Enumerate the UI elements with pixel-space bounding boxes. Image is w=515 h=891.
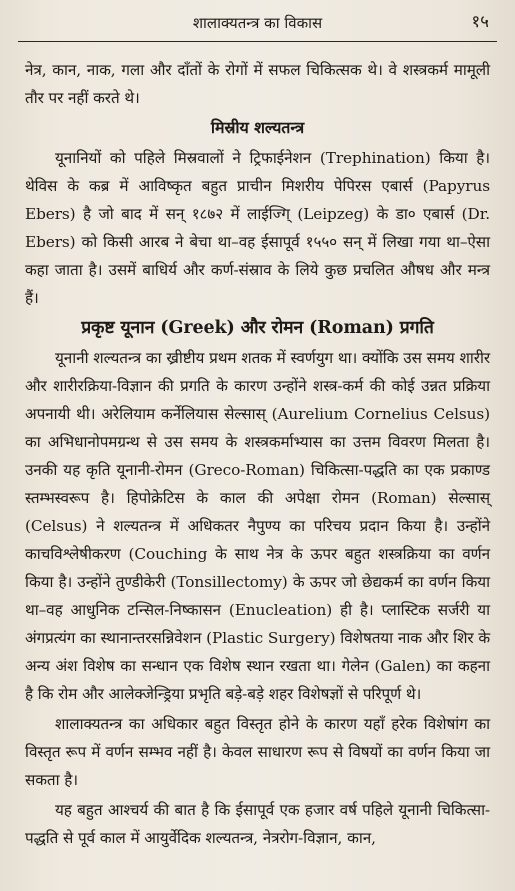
page-number: १५ (471, 12, 489, 32)
page-header (0, 12, 515, 38)
page-body (25, 56, 490, 854)
running-head: शालाक्यतन्त्र का विकास (192, 14, 323, 32)
header-rule (18, 41, 497, 42)
section-heading-egyptian-surgery: मिस्रीय शल्यतन्त्र (210, 118, 305, 137)
paragraph-ayurvedic-surgery: यह बहुत आश्चर्य की बात है कि ईसापूर्व एक हजार वर्ष पहिले यूनानी चिकित्सा-पद्धति से पूर्व काल में आयुर्वेदिक शल्यतन्त्र, नेत्ररोग-विज्ञान, कान, (25, 801, 490, 847)
paragraph-greek-roman: यूनानी शल्यतन्त्र का ख्रीष्टीय प्रथम शतक में स्वर्णयुग था। क्योंकि उस समय शारीर और शारीरक्रिया-विज्ञान की प्रगति के कारण उन्होंने शस्त्र-कर्म की कोई उन्नत प्रक्रिया अपनायी थी। अरेलियाम कर्नेलियास सेल्सास् (Aurelium Cornelius Celsus) का अभिधानोपमग्रन्थ से उस समय के शस्त्रकर्माभ्यास का उत्तम विवरण मिलता है। उनकी यह कृति यूनानी-रोमन (Greco-Roman) चिकित्सा-पद्धति का एक प्रकाण्ड स्तम्भस्वरूप है। हिपोक्रेटिस के काल की अपेक्षा रोमन (Roman) सेल्सास् (Celsus) ने शल्यतन्त्र में अधिकतर नैपुण्य का परिचय प्रदान किया है। उन्होंने काचविश्लेषीकरण (Couching के साथ नेत्र के ऊपर बहुत शस्त्रक्रिया का वर्णन किया है। उन्होंने तुण्डीकेरी (Tonsillectomy) के ऊपर जो छेद्यकर्म का वर्णन किया था–वह आधुनिक टन्सिल-निष्कासन (Enucleation) ही है। प्लास्टिक सर्जरी या अंगप्रत्यंग का स्थानान्तरसन्निवेशन (Plastic Surgery) विशेषतया नाक और शिर के अन्य अंश विशेष का सन्धान एक विशेष स्थान रखता था। गेलेन (Galen) का कहना है कि रोम और आलेक्जेन्ड्रिया प्रभृति बड़े-बड़े शहर विशेषज्ञों से परिपूर्ण थे। (25, 349, 490, 703)
paragraph-continued: नेत्र, कान, नाक, गला और दाँतों के रोगों में सफल चिकित्सक थे। वे शस्त्रकर्म मामूली तौर पर नहीं करते थे। (25, 61, 490, 107)
paragraph-egyptian-surgery: यूनानियों को पहिले मिस्रवालों ने ट्रिफाईनेशन (Trephination) किया है। थेविस के कब्र में आविष्कृत बहुत प्राचीन मिशरीय पेपिरस एबार्स (Papyrus Ebers) है जो बाद में सन् १८७२ में लाईज्गि् (Leipzeg) के डा० एबार्स (Dr. Ebers) को किसी आरब ने बेचा था–वह ईसापूर्व १५५० सन् में लिखा गया था–ऐसा कहा जाता है। उसमें बाधिर्य और कर्ण-संस्राव के लिये कुछ प्रचलित औषध और मन्त्र हैं। (25, 149, 490, 307)
section-heading-greek-roman-progress: प्रकृष्ट यूनान (Greek) और रोमन (Roman) प्रगति (81, 318, 434, 338)
paragraph-shalakya-scope: शालाक्यतन्त्र का अधिकार बहुत विस्तृत होने के कारण यहाँ हरेक विशेषांग का विस्तृत रूप में वर्णन सम्भव नहीं है। केवल साधारण रूप से विषयों का वर्णन किया जा सकता है। (25, 715, 490, 789)
